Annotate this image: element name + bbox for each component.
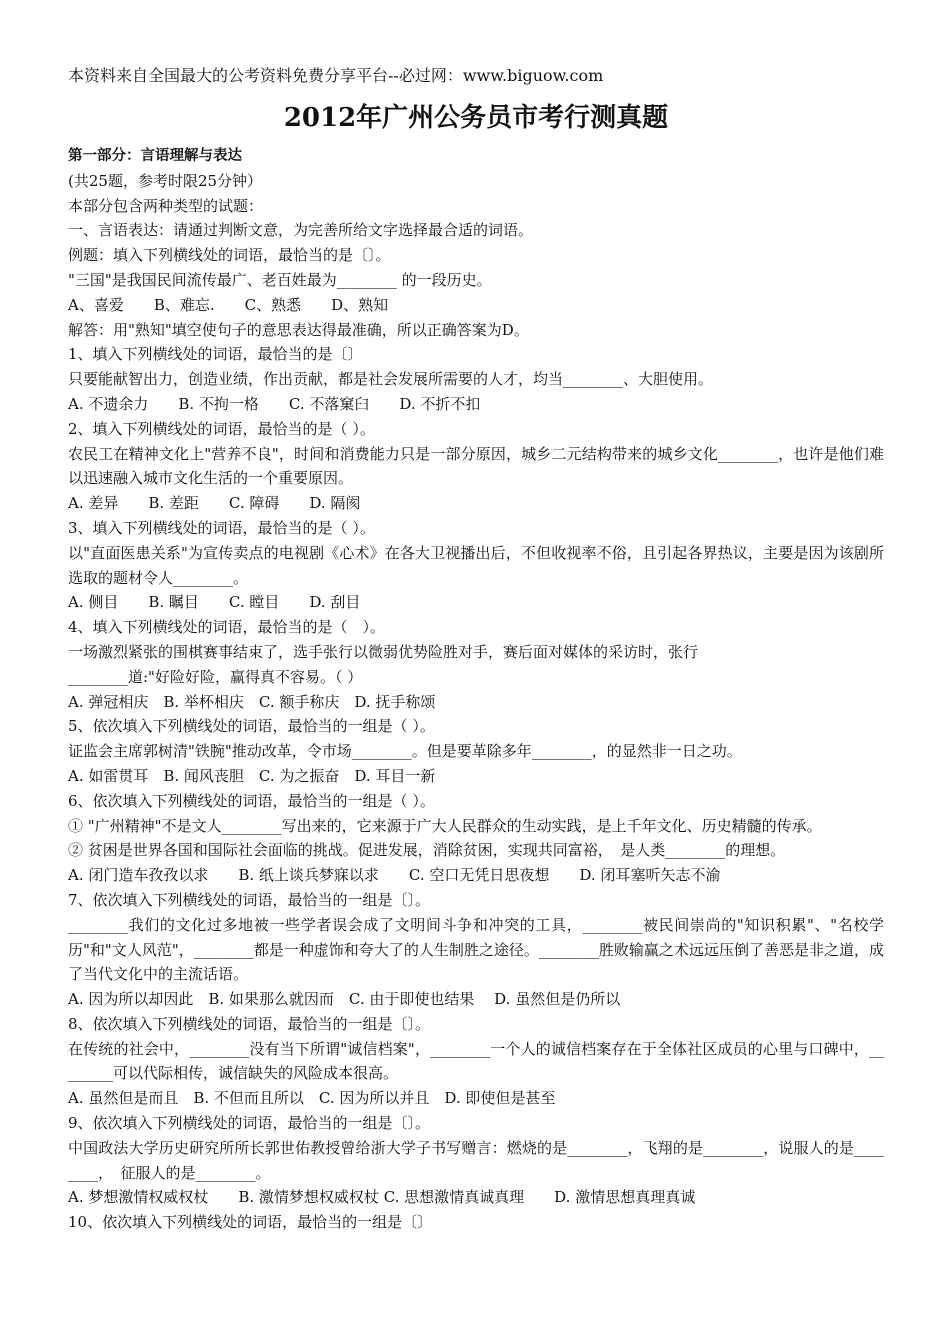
- text-line: 7、依次填入下列横线处的词语，最恰当的一组是〔〕。: [68, 890, 431, 909]
- text-line: 以"直面医患关系"为宣传卖点的电视剧《心术》在各大卫视播出后，不但收视率不俗，且引起各界热议，主要是因为该剧所选取的题材令人________。: [68, 543, 884, 587]
- text-line: 例题：填入下列横线处的词语，最恰当的是〔〕。: [68, 246, 391, 265]
- text-line: "三国"是我国民间流传最广、老百姓最为________ 的一段历史。: [68, 270, 492, 289]
- text-line: ________道:"好险好险，赢得真不容易。（ ）: [68, 667, 363, 686]
- text-line: A. 因为所以却因此 B. 如果那么就因而 C. 由于即使也结果 D. 虽然但是仍所以: [68, 990, 621, 1009]
- document-body: [68, 144, 884, 1235]
- text-line: 5、依次填入下列横线处的词语，最恰当的一组是（ ）。: [68, 717, 435, 736]
- text-line: 本部分包含两种类型的试题：: [68, 196, 264, 215]
- text-line: 2、填入下列横线处的词语，最恰当的是（ ）。: [68, 419, 375, 438]
- text-line: 1、填入下列横线处的词语，最恰当的是〔〕: [68, 345, 363, 364]
- text-line: ② 贫困是世界各国和国际社会面临的挑战。促进发展，消除贫困，实现共同富裕， 是人类________的理想。: [68, 841, 786, 860]
- text-line: 只要能献智出力，创造业绩，作出贡献，都是社会发展所需要的人才，均当________、大胆使用。: [68, 370, 714, 389]
- text-line: A. 虽然但是而且 B. 不但而且所以 C. 因为所以并且 D. 即使但是甚至: [68, 1089, 556, 1108]
- text-line: 6、依次填入下列横线处的词语，最恰当的一组是（ ）。: [68, 791, 435, 810]
- page-title: 2012年广州公务员市考行测真题: [283, 103, 669, 133]
- text-line: 10、依次填入下列横线处的词语，最恰当的一组是〔〕: [68, 1213, 433, 1232]
- text-line: A. 弹冠相庆 B. 举杯相庆 C. 额手称庆 D. 抚手称颂: [68, 692, 436, 711]
- section-heading: 第一部分：言语理解与表达: [68, 148, 242, 164]
- text-line: A. 梦想激情权威权杖 B. 激情梦想权威权杖 C. 思想激情真诚真理 D. 激情思想真理真诚: [68, 1188, 696, 1207]
- text-line: 农民工在精神文化上"营养不良"，时间和消费能力只是一部分原因，城乡二元结构带来的城乡文化________，也许是他们难以迅速融入城市文化生活的一个重要原因。: [68, 444, 884, 488]
- text-line: 3、填入下列横线处的词语，最恰当的是（ ）。: [68, 518, 375, 537]
- text-line: 一场激烈紧张的围棋赛事结束了，选手张行以微弱优势险胜对手，赛后面对媒体的采访时，张行: [68, 642, 699, 661]
- text-line: A. 差异 B. 差距 C. 障碍 D. 隔阂: [68, 494, 361, 513]
- text-line: 一、言语表达：请通过判断文意，为完善所给文字选择最合适的词语。: [68, 221, 534, 240]
- text-line: A、喜爱 B、难忘. C、熟悉 D、熟知: [68, 295, 389, 314]
- text-line: 证监会主席郭树清"铁腕"推动改革，令市场________。但是要革除多年________，的显然非一日之功。: [68, 742, 742, 761]
- text-line: 8、依次填入下列横线处的词语，最恰当的一组是〔〕。: [68, 1014, 431, 1033]
- text-line: (共25题，参考时限25分钟）: [68, 171, 263, 190]
- text-line: 在传统的社会中，________没有当下所谓"诚信档案"，________一个人的诚信档案存在于全体社区成员的心里与口碑中，________可以代际相传，诚信缺失的风险成本很高。: [68, 1039, 884, 1083]
- text-line: A. 如雷贯耳 B. 闻风丧胆 C. 为之振奋 D. 耳目一新: [68, 766, 436, 785]
- text-line: 9、依次填入下列横线处的词语，最恰当的一组是〔〕。: [68, 1114, 431, 1133]
- text-line: 解答：用"熟知"填空使句子的意思表达得最准确，所以正确答案为D。: [68, 320, 529, 339]
- text-line: ________我们的文化过多地被一些学者误会成了文明间斗争和冲突的工具，________被民间崇尚的"知识积累"、"名校学历"和"文人风范"，________都是一种虚饰和夸大了的人生制胜之途径。________胜败输赢之术远远压倒了善恶是非之道，成了当代文化中的主流话语。: [68, 915, 884, 984]
- text-line: 4、填入下列横线处的词语，最恰当的是（ ）。: [68, 618, 386, 637]
- text-line: A. 闭门造车孜孜以求 B. 纸上谈兵梦寐以求 C. 空口无凭日思夜想 D. 闭耳塞听矢志不渝: [68, 866, 721, 885]
- text-line: ① "广州精神"不是文人________写出来的，它来源于广大人民群众的生动实践，是上千年文化、历史精髓的传承。: [68, 816, 822, 835]
- text-line: A. 不遗余力 B. 不拘一格 C. 不落窠臼 D. 不折不扣: [68, 394, 481, 413]
- text-line: A. 侧目 B. 瞩目 C. 瞠目 D. 刮目: [68, 593, 361, 612]
- text-line: 中国政法大学历史研究所所长郭世佑教授曾给浙大学子书写赠言：燃烧的是________，飞翔的是________，说服人的是________， 征服人的是________。: [68, 1138, 884, 1182]
- document-page: [68, 64, 884, 1235]
- source-header: 本资料来自全国最大的公考资料免费分享平台--必过网：www.biguow.com: [68, 66, 604, 85]
